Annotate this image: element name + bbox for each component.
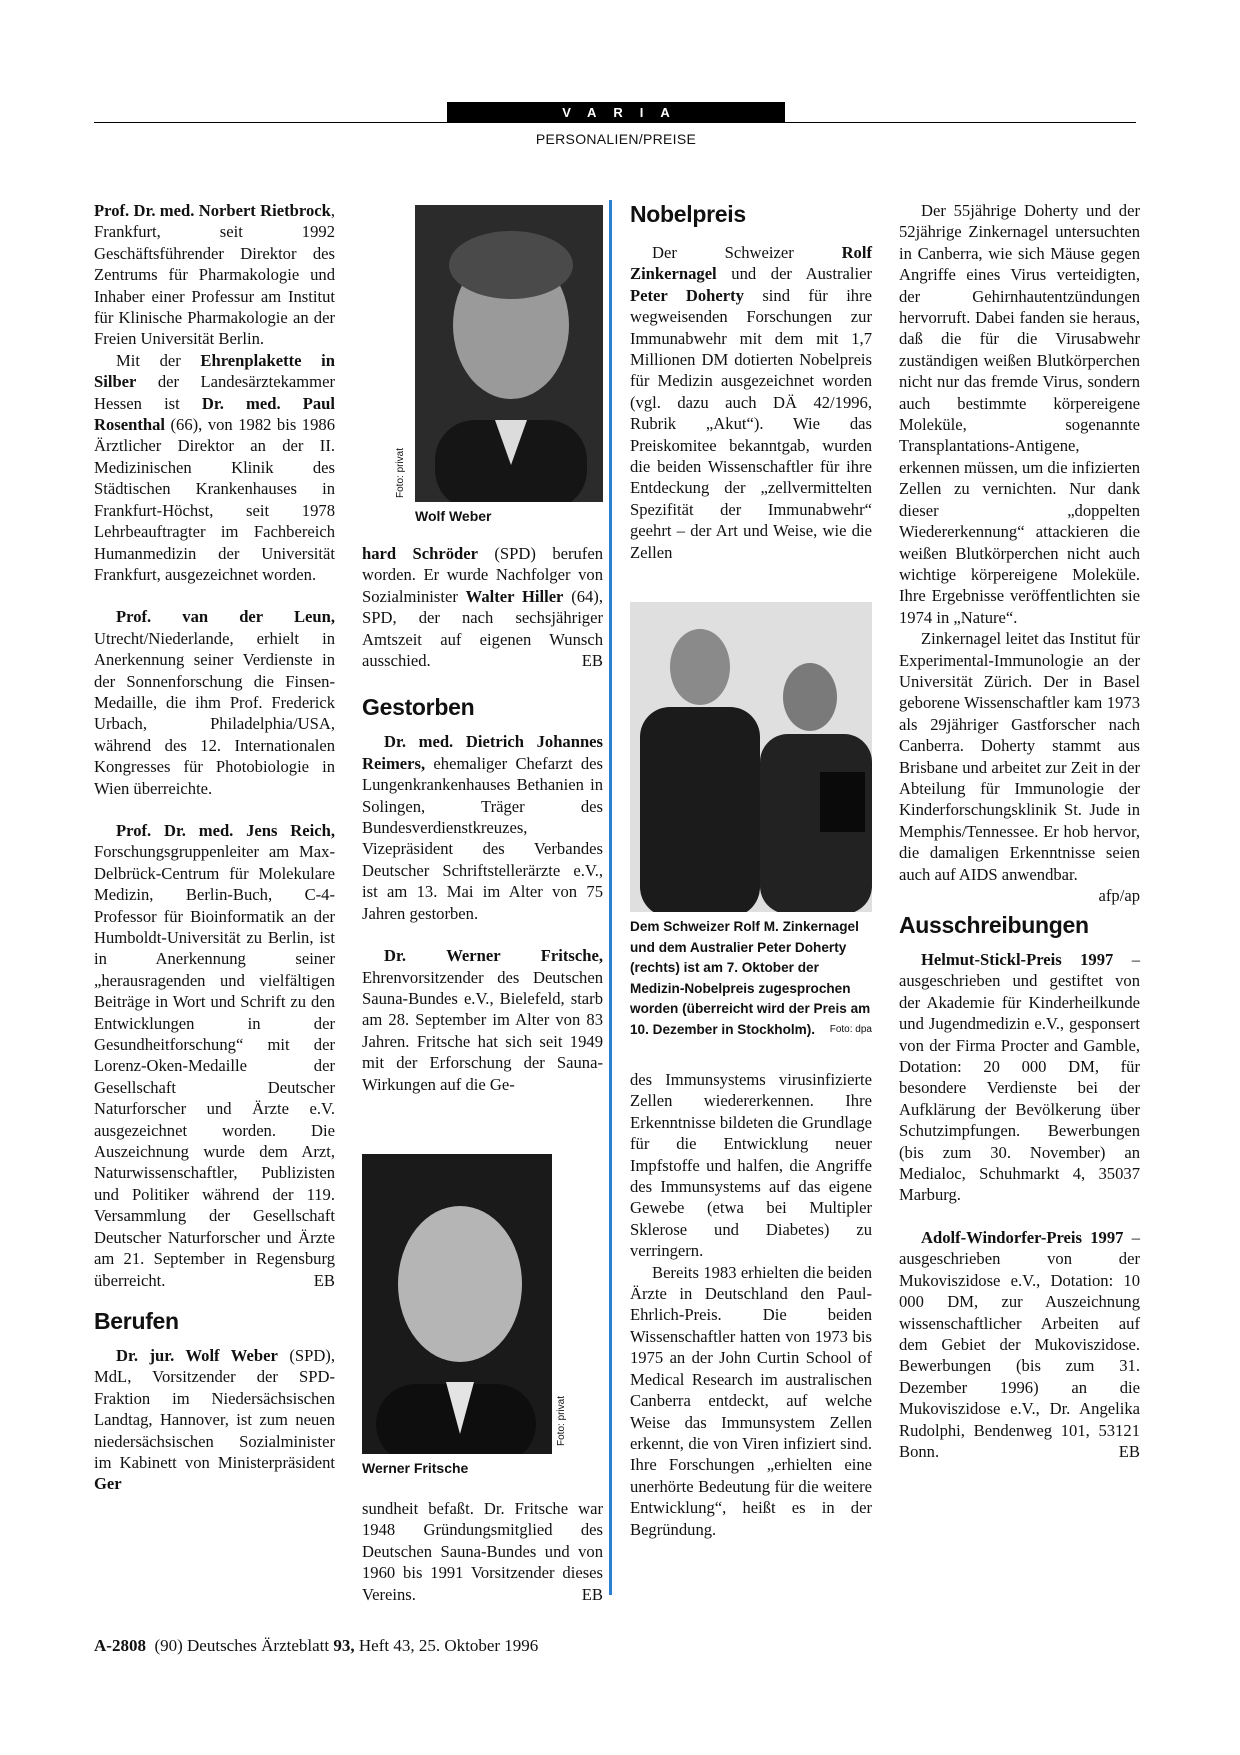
caption-wolf-weber: Wolf Weber [415, 508, 492, 524]
paragraph-rosenthal: Mit der Ehrenplakette in Silber der Landesärztekammer Hessen ist Dr. med. Paul Rosenthal (66), von 1982 bis 1986 Ärztlicher Direktor an der II. Medizinischen Klinik des Städtischen Krankenhauses in Frankfurt-Höchst, seit 1978 Lehrbeauftragter im Fachbereich Humanmedizin der Universität Frankfurt, ausgezeichnet worden. [94, 350, 336, 584]
paragraph-fritsche: Dr. Werner Fritsche, Ehrenvorsitzender des Deutschen Sauna-Bundes e.V., Bielefeld, starb am 28. September im Alter von 83 Jahren. Fritsche hat sich seit 1949 mit der Erforschung der Sauna-Wirkungen auf die Ge- [362, 946, 603, 1094]
column-2-top [362, 543, 603, 1095]
heading-berufen: Berufen [94, 1307, 179, 1334]
heading-gestorben: Gestorben [362, 694, 475, 721]
paragraph-schroeder: hard Schröder (SPD) berufen worden. Er wurde Nachfolger von Sozialminister Walter Hiller (64), SPD, der nach sechsjähriger Amtszeit auf eigenen Wunsch ausschied. EB [362, 544, 603, 671]
column-2-bottom [362, 1498, 603, 1605]
header-rule [94, 122, 1136, 123]
paragraph-fritsche-cont: sundheit befaßt. Dr. Fritsche war 1948 Gründungsmitglied des Deutschen Sauna-Bundes und von 1960 bis 1991 Vorsitzender dieses Vereins. EB [362, 1499, 603, 1604]
heading-ausschreibungen: Ausschreibungen [899, 912, 1089, 938]
photo-nobel-laureates [630, 602, 872, 912]
paragraph-reimers: Dr. med. Dietrich Johannes Reimers, ehemaliger Chefarzt des Lungenkrankenhauses Bethanien in Solingen, Träger des Bundesverdienstkreuzes, Vizepräsident des Verbandes Deutscher Schriftstellerärzte e.V., ist am 13. Mai im Alter von 75 Jahren gestorben. [362, 732, 603, 923]
paragraph-zinkernagel: Zinkernagel leitet das Institut für Experimental-Immunologie an der Universität Zürich. Der in Basel geborene Wissenschaftler kam 1973 als 29jähriger Gastforscher nach Canberra. Doherty stammt aus Brisbane und arbeitet zur Zeit in der Abteilung für Immunologie der Kinderforschungsklinik St. Jude in Memphis/Tennessee. Er hob hervor, die damaligen Erkenntnisse seien auch auf AIDS anwendbar. afp/ap [899, 629, 1140, 905]
column-3-bottom [630, 1069, 872, 1540]
paragraph-paul-ehrlich: Bereits 1983 erhielten die beiden Ärzte in Deutschland den Paul-Ehrlich-Preis. Die beiden Wissenschaftler hatten von 1973 bis 1975 an der John Curtin School of Medical Research im australischen Canberra entdeckt, auf welche Weise das Immunsystem Zellen erkennt, die von Viren infiziert sind. Ihre Forschungen „erhielten eine unerhörte Bedeutung für die weitere Entwicklung“, heißt es in der Begründung. [630, 1262, 872, 1539]
paragraph-rietbrock: Prof. Dr. med. Norbert Rietbrock, Frankfurt, seit 1992 Geschäftsführender Direktor des Zentrums für Pharmakologie und Inhaber einer Professur am Institut für Klinische Pharmakologie an der Freien Universität Berlin. [94, 201, 335, 349]
column-1 [94, 200, 335, 1495]
paragraph-windorfer-preis: Adolf-Windorfer-Preis 1997 – ausgeschrieben von der Mukoviszidose e.V., Dotation: 10 000 DM, zur Auszeichnung wissenschaftlicher Arbeiten auf dem Gebiet der Mukoviszidose. Bewerbungen (bis zum 31. Dezember 1996) an die Mukoviszidose e.V., Dr. Angelika Rudolphi, Bendenweg 101, 53121 Bonn. EB [899, 1227, 1140, 1461]
column-3-top [630, 200, 872, 563]
paragraph-reich: Prof. Dr. med. Jens Reich, Forschungsgruppenleiter am Max-Delbrück-Centrum für Molekulare Medizin, Berlin-Buch, C-4-Professor für Bioinformatik an der Humboldt-Universität zu Berlin, ist in Anerkennung seiner „herausragenden und vielfältigen Beiträge in Wort und Schrift zu den Entwicklungen in der Gesundheitforschung“ mit der Lorenz-Oken-Medaille der Gesellschaft Deutscher Naturforscher und Ärzte e.V. ausgezeichnet worden. Die Auszeichnung wurde dem Arzt, Naturwissenschaftler, Publizisten und Politiker während der 119. Versammlung der Gesellschaft Deutscher Naturforscher und Ärzte am 21. September in Regensburg überreicht. EB [94, 820, 335, 1290]
photo-wolf-weber [415, 205, 603, 502]
section-subtitle: PERSONALIEN/PREISE [535, 131, 697, 147]
paragraph-stickl-preis: Helmut-Stickl-Preis 1997 – ausgeschrieben und gestiftet von der Akademie für Kinderheilkunde und Jugendmedizin e.V., gesponsert von der Firma Procter and Gamble, Dotation: 20 000 DM, für besondere Verdienste bei der Aufklärung der Bevölkerung über Schutzimpfungen. Bewerbungen (bis zum 30. November) an Medialoc, Schuhmarkt 4, 35037 Marburg. [899, 950, 1140, 1205]
caption-nobel-laureates: Dem Schweizer Rolf M. Zinkernagel und dem Australier Peter Doherty (rechts) ist am 7. Oktober der Medizin-Nobelpreis zugesprochen worden (überreicht wird der Preis am 10. Dezember in Stockholm). Foto: dpa [630, 919, 872, 1037]
paragraph-doherty: Der 55jährige Doherty und der 52jährige Zinkernagel untersuchten in Canberra, wie sich Mäuse gegen Angriffe eines Virus verteidigten, der Gehirnhautentzündungen hervorruft. Dabei fanden sie heraus, daß die für die Virusabwehr zuständigen weißen Blutkörperchen nicht nur das fremde Virus, sondern auch bestimmte körpereigene Moleküle, sogenannte Transplantations-Antigene, erkennen müssen, um die infizierten Zellen zu vernichten. Nur dank dieser „doppelten Wiedererkennung“ attackieren die weißen Blutkörperchen nicht auch wichtige körpereigene Moleküle. Ihre Ergebnisse veröffentlichten sie 1974 in „Nature“. [899, 201, 1140, 627]
paragraph-van-der-leun: Prof. van der Leun, Utrecht/Niederlande, erhielt in Anerkennung seiner Verdienste in der Sonnenforschung die Finsen-Medaille, die ihm Prof. Frederick Urbach, Philadelphia/USA, während des 12. Internationalen Kongresses für Photobiologie in Wien überreichte. [94, 607, 335, 798]
column-4 [899, 200, 1140, 1462]
paragraph-immunsystem: des Immunsystems virusinfizierte Zellen wiedererkennen. Ihre Erkenntnisse bildeten die Grundlage für die Entwicklung neuer Impfstoffe und halfen, die Angriffe des Immunsystems auf das eigene Gewebe (etwa bei Multipler Sklerose und Diabetes) zu verringern. [630, 1070, 872, 1261]
paragraph-weber: Dr. jur. Wolf Weber (SPD), MdL, Vorsitzender der SPD-Fraktion im Niedersächsischen Landtag, Hannover, ist zum neuen niedersächsischen Sozialminister im Kabinett von Ministerpräsident Ger [94, 1345, 335, 1494]
photo-credit: Foto: privat [556, 1395, 567, 1446]
paragraph-nobel: Der Schweizer Rolf Zinkernagel und der Australier Peter Doherty sind für ihre wegweisenden Forschungen zur Immunabwehr mit dem mit 1,7 Millionen DM dotierten Nobelpreis für Medizin ausgezeichnet worden (vgl. dazu auch DÄ 42/1996, Rubrik „Akut“). Wie das Preiskomitee bekanntgab, wurden die beiden Wissenschaftler für ihre Entdeckung der „zellvermittelten Spezifität der Immunabwehr“ geehrt – der Art und Weise, wie die Zellen [630, 243, 872, 562]
section-banner: VARIA [447, 102, 785, 123]
page-footer: A-2808 (90) Deutsches Ärzteblatt 93, Heft 43, 25. Oktober 1996 [94, 1636, 539, 1655]
column-divider [609, 200, 612, 1595]
caption-werner-fritsche: Werner Fritsche [362, 1460, 469, 1476]
heading-nobelpreis: Nobelpreis [630, 201, 746, 227]
photo-werner-fritsche [362, 1154, 552, 1454]
photo-credit: Foto: privat [395, 447, 406, 498]
